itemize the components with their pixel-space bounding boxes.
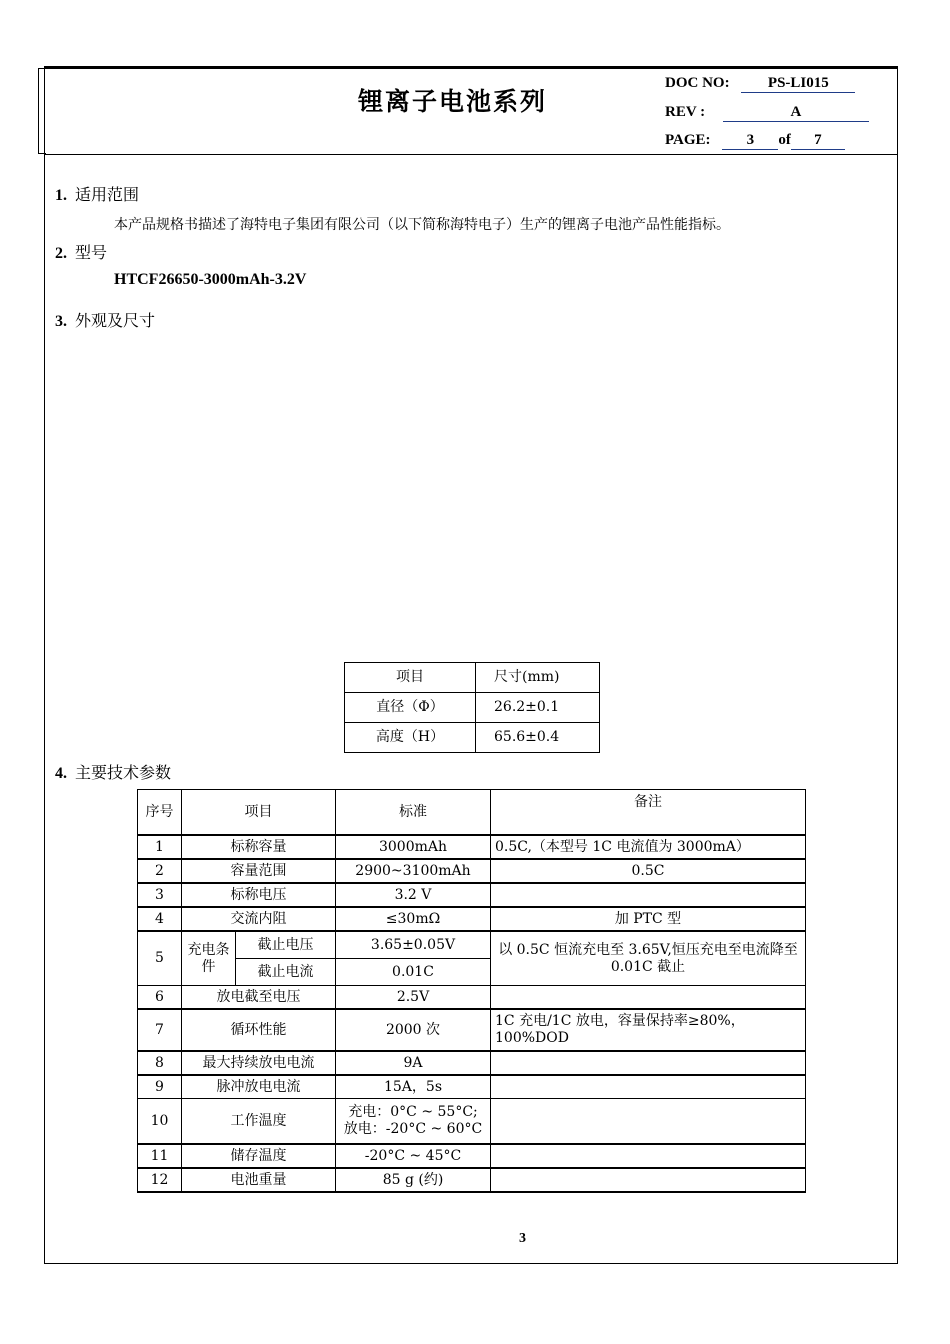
table-header-row [138, 790, 806, 836]
table-cell: 65.6±0.4 [476, 723, 600, 753]
model-number: HTCF26650-3000mAh-3.2V [114, 271, 307, 288]
table-cell: 6 [138, 986, 182, 1010]
table-row [138, 1099, 806, 1145]
table-cell: 11 [138, 1144, 182, 1168]
table-cell: 最大持续放电电流 [182, 1051, 336, 1075]
table-cell: 1C 充电/1C 放电，容量保持率≥80%，100%DOD [491, 1009, 806, 1051]
table-cell: 加 PTC 型 [491, 907, 806, 931]
section-2-heading [55, 240, 107, 263]
page-label: PAGE: [665, 132, 711, 148]
table-cell: 8 [138, 1051, 182, 1075]
table-cell: -20°C ~ 45°C [336, 1144, 491, 1168]
rev-value: A [723, 104, 869, 122]
table-cell: 26.2±0.1 [476, 693, 600, 723]
table-header-item: 项目 [345, 663, 476, 693]
table-row [138, 1144, 806, 1168]
table-header-item: 项目 [182, 790, 336, 836]
page-total: 7 [791, 132, 845, 150]
charge-temp: 充电：0°C ~ 55°C; [348, 1104, 478, 1120]
table-cell: ≤30mΩ [336, 907, 491, 931]
section-title: 外观及尺寸 [75, 311, 156, 330]
page-number: 3 [519, 1231, 526, 1246]
section-3-heading [55, 308, 155, 331]
rev-label: REV : [665, 104, 706, 120]
table-row [138, 1051, 806, 1075]
table-row [138, 835, 806, 859]
table-header-no: 序号 [138, 790, 182, 836]
section-number: 1. [55, 187, 67, 204]
table-cell: 2000 次 [336, 1009, 491, 1051]
section-1-heading [55, 182, 139, 205]
table-cell [491, 1168, 806, 1192]
table-cell: 放电截至电压 [182, 986, 336, 1010]
table-row [345, 693, 600, 723]
discharge-temp: 放电：-20°C ~ 60°C [343, 1121, 483, 1137]
table-row [138, 931, 806, 959]
table-cell: 3.65±0.05V [336, 931, 491, 959]
table-row [138, 1009, 806, 1051]
table-cell: 循环性能 [182, 1009, 336, 1051]
section-number: 4. [55, 765, 67, 782]
scope-text: 本产品规格书描述了海特电子集团有限公司（以下简称海特电子）生产的锂离子电池产品性能指标。 [114, 217, 730, 233]
table-cell: 标称容量 [182, 835, 336, 859]
table-cell [491, 1144, 806, 1168]
table-cell [491, 1099, 806, 1145]
table-row [138, 986, 806, 1010]
table-cell: 4 [138, 907, 182, 931]
table-cell: 3.2 V [336, 883, 491, 907]
of-label: of [778, 132, 791, 148]
table-header-note: 备注 [491, 790, 806, 836]
table-row [138, 883, 806, 907]
doc-no-line [665, 75, 855, 93]
table-cell [336, 1099, 491, 1145]
table-cell [491, 1051, 806, 1075]
table-cell: 5 [138, 931, 182, 986]
table-row [345, 663, 600, 693]
table-cell: 2 [138, 859, 182, 883]
section-4-heading [55, 760, 171, 783]
table-cell: 充电条件 [182, 931, 236, 986]
table-cell: 交流内阻 [182, 907, 336, 931]
table-row [345, 723, 600, 753]
table-cell: 9A [336, 1051, 491, 1075]
table-cell: 储存温度 [182, 1144, 336, 1168]
table-cell: 标称电压 [182, 883, 336, 907]
table-row [138, 859, 806, 883]
rev-line [665, 104, 869, 122]
doc-no-value: PS-LI015 [741, 75, 855, 93]
header-top-rule [44, 66, 898, 69]
table-cell: 以 0.5C 恒流充电至 3.65V,恒压充电至电流降至 0.01C 截止 [491, 931, 806, 986]
section-title: 型号 [75, 243, 108, 262]
table-header-size: 尺寸(mm) [476, 663, 600, 693]
table-cell: 截止电流 [236, 959, 336, 986]
table-row [138, 907, 806, 931]
table-row [138, 1075, 806, 1099]
page-value: 3 [722, 132, 778, 150]
table-cell: 容量范围 [182, 859, 336, 883]
table-row [138, 1168, 806, 1192]
table-cell: 高度（H） [345, 723, 476, 753]
series-title: 锂离子电池系列 [358, 87, 548, 116]
table-cell [491, 986, 806, 1010]
table-cell [491, 1075, 806, 1099]
table-header-standard: 标准 [336, 790, 491, 836]
table-cell: 0.01C [336, 959, 491, 986]
table-cell: 2.5V [336, 986, 491, 1010]
section-title: 适用范围 [75, 185, 140, 204]
table-cell: 85 g (约) [336, 1168, 491, 1192]
table-cell: 直径（Φ） [345, 693, 476, 723]
table-cell: 0.5C [491, 859, 806, 883]
spec-table [137, 789, 806, 1193]
table-cell: 0.5C,（本型号 1C 电流值为 3000mA） [491, 835, 806, 859]
dimension-table [344, 662, 600, 753]
section-title: 主要技术参数 [75, 763, 172, 782]
table-cell: 截止电压 [236, 931, 336, 959]
table-cell: 9 [138, 1075, 182, 1099]
table-cell: 工作温度 [182, 1099, 336, 1145]
table-cell: 2900~3100mAh [336, 859, 491, 883]
section-number: 2. [55, 245, 67, 262]
doc-no-label: DOC NO: [665, 75, 730, 91]
table-cell: 12 [138, 1168, 182, 1192]
table-cell: 3 [138, 883, 182, 907]
table-cell: 电池重量 [182, 1168, 336, 1192]
table-cell [491, 883, 806, 907]
table-cell: 15A，5s [336, 1075, 491, 1099]
table-cell: 脉冲放电电流 [182, 1075, 336, 1099]
frame-tab [38, 68, 46, 154]
table-cell: 1 [138, 835, 182, 859]
table-cell: 7 [138, 1009, 182, 1051]
table-cell: 3000mAh [336, 835, 491, 859]
table-cell: 10 [138, 1099, 182, 1145]
header-divider [44, 154, 898, 155]
section-number: 3. [55, 313, 67, 330]
page-line [665, 132, 845, 150]
